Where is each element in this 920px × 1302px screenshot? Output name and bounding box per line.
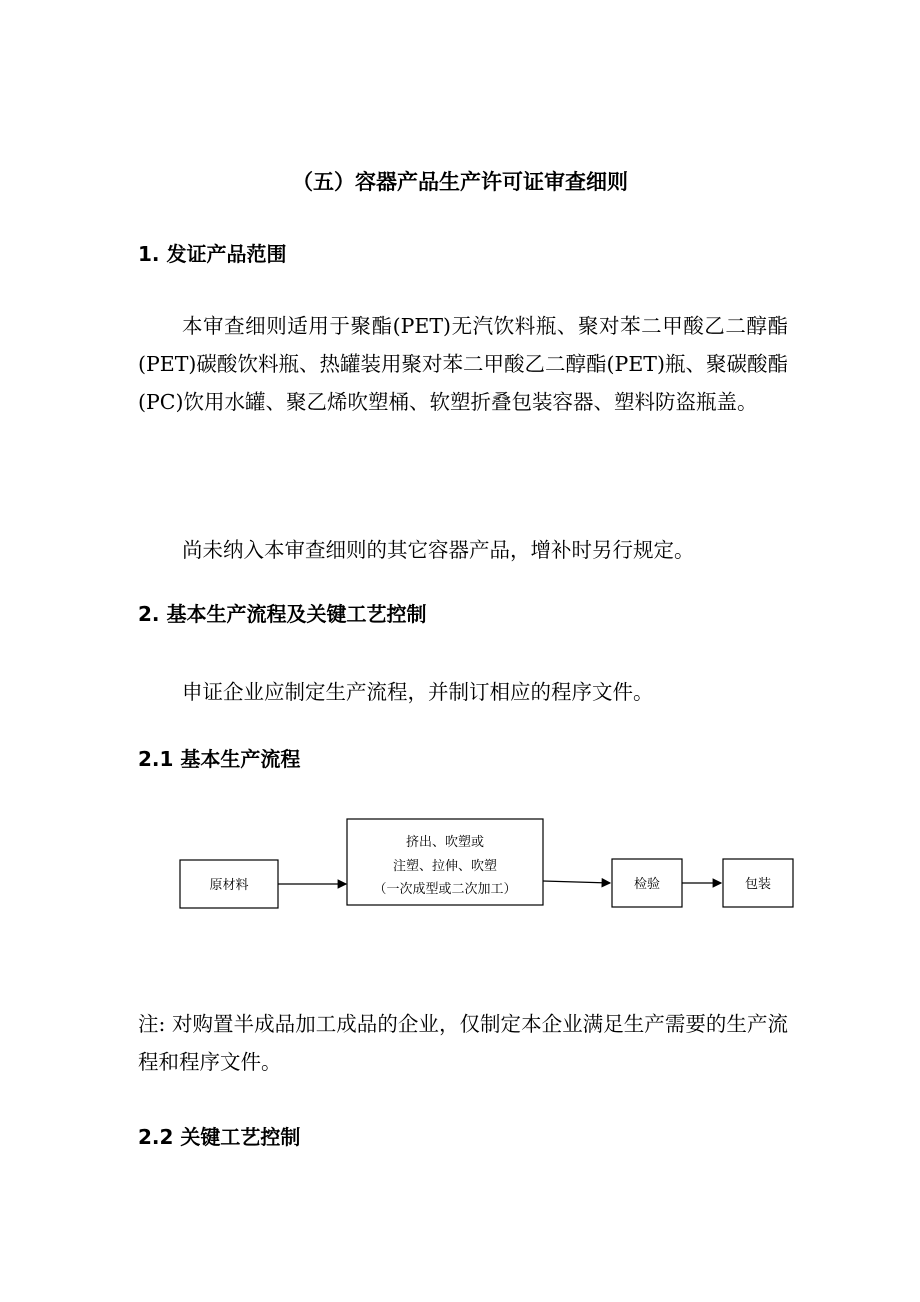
document-title: （五）容器产品生产许可证审查细则	[292, 170, 628, 194]
flow-note: 注: 对购置半成品加工成品的企业，仅制定本企业满足生产需要的生产流程和程序文件。	[138, 1012, 788, 1074]
section1-heading: 1. 发证产品范围	[138, 242, 287, 266]
section2-paragraph-intro: 申证企业应制定生产流程，并制订相应的程序文件。	[182, 680, 654, 704]
forming-process-line2: 注塑、拉伸、吹塑	[392, 859, 498, 874]
inspection-label: 检验	[633, 877, 661, 892]
subsection-2-1-heading: 2.1 基本生产流程	[138, 747, 301, 771]
forming-process-line1: 挤出、吹塑或	[405, 835, 485, 850]
raw-material-label: 原材料	[209, 878, 249, 893]
forming-process-line3: （一次成型或二次加工）	[373, 882, 517, 897]
arrow-process-to-inspection	[543, 881, 610, 883]
packaging-label: 包装	[744, 877, 772, 892]
subsection-2-2-heading: 2.2 关键工艺控制	[138, 1125, 301, 1149]
section1-paragraph-supplement: 尚未纳入本审查细则的其它容器产品，增补时另行规定。	[182, 538, 695, 562]
section1-paragraph-scope: 本审查细则适用于聚酯(PET)无汽饮料瓶、聚对苯二甲酸乙二醇酯(PET)碳酸饮料瓶、热罐装用聚对苯二甲酸乙二醇酯(PET)瓶、聚碳酸酯(PC)饮用水罐、聚乙烯吹塑桶、软塑折叠包装容器、塑料防盗瓶盖。	[138, 314, 788, 414]
section2-heading: 2. 基本生产流程及关键工艺控制	[138, 602, 427, 626]
